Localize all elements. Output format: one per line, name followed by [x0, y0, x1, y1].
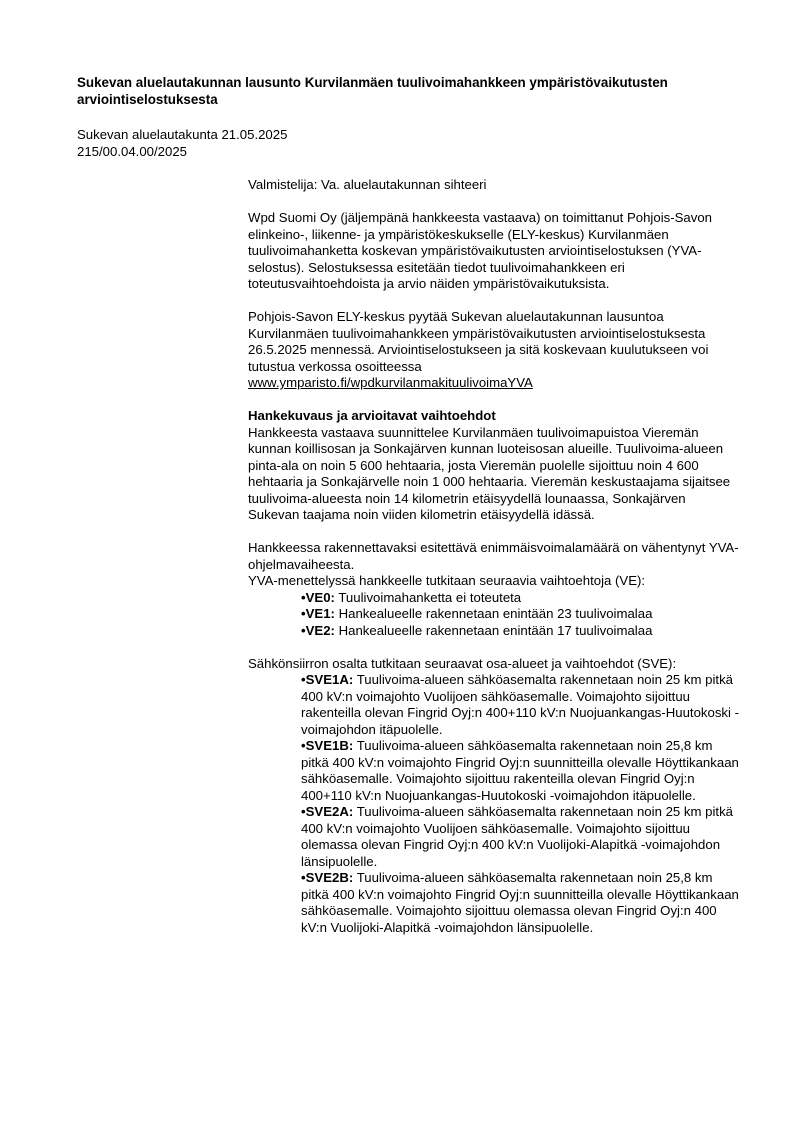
capacity-paragraph: Hankkeessa rakennettavaksi esitettävä enimmäisvoimalamäärä on vähentynyt YVA-ohjelmavaiheesta. [248, 540, 739, 572]
alternative-text: Hankealueelle rakennetaan enintään 23 tuulivoimalaa [334, 606, 653, 621]
transmission-text: Tuulivoima-alueen sähköasemalta rakennetaan noin 25,8 km pitkä 400 kV:n voimajohto Fingrid Oyj:n suunnitteilla olevalle Höyttikankaan sähköasemalle. Voimajohto sijoittuu olemassa olevan Fingrid Oyj:n 400 kV:n Vuolijoki-Alapitkä -voimajohdon länsipuolelle. [301, 870, 739, 935]
transmission-code: •SVE1B: [301, 738, 354, 753]
transmission-list [248, 672, 740, 936]
list-item [301, 804, 740, 870]
case-number: 215/00.04.00/2025 [77, 143, 188, 159]
transmission-code: •SVE2A: [301, 804, 354, 819]
yva-link[interactable]: www.ymparisto.fi/wpdkurvilanmakituulivoimaYVA [248, 375, 533, 390]
alternative-text: Hankealueelle rakennetaan enintään 17 tuulivoimalaa [334, 622, 653, 638]
request-paragraph [248, 309, 740, 392]
alternatives-list [248, 590, 740, 640]
document-title: Sukevan aluelautakunnan lausunto Kurvilanmäen tuulivoimahankkeen ympäristövaikutusten arviointiselostuksesta [77, 75, 668, 107]
transmission-text: Tuulivoima-alueen sähköasemalta rakennetaan noin 25 km pitkä 400 kV:n voimajohto Vuolijoen sähköasemalle. Voimajohto sijoittuu rakenteilla olevan Fingrid Oyj:n 400+110 kV:n Nuojuankangas-Huutokoski -voimajohdon itäpuolelle. [301, 672, 740, 737]
list-item [301, 672, 740, 738]
transmission-text: Tuulivoima-alueen sähköasemalta rakennetaan noin 25 km pitkä 400 kV:n voimajohto Vuolijoen sähköasemalle. Voimajohto sijoittuu olemassa olevan Fingrid Oyj:n 400 kV:n Vuolijoki-Alapitkä -voimajohdon länsipuolelle. [301, 804, 733, 869]
transmission-code: •SVE2B: [301, 870, 354, 885]
alternative-code: •VE2: [301, 622, 335, 638]
transmission-intro: Sähkönsiirron osalta tutkitaan seuraavat osa-alueet ja vaihtoehdot (SVE): [248, 655, 677, 671]
list-item [301, 590, 740, 607]
document-body [248, 177, 740, 936]
list-item [301, 606, 740, 623]
list-item [301, 738, 740, 804]
list-item [301, 623, 740, 640]
preparer: Valmistelija: Va. aluelautakunnan sihteeri [248, 177, 487, 192]
alternatives-intro: YVA-menettelyssä hankkeelle tutkitaan seuraavia vaihtoehtoja (VE): [248, 573, 646, 588]
transmission-text: Tuulivoima-alueen sähköasemalta rakennetaan noin 25,8 km pitkä 400 kV:n voimajohto Fingrid Oyj:n suunnitteilla olevalle Höyttikankaan sähköasemalle. Voimajohto sijoittuu rakenteilla olevan Fingrid Oyj:n 400+110 kV:n Nuojuankangas-Huutokoski -voimajohdon itäpuolelle. [301, 738, 739, 803]
meeting-date: Sukevan aluelautakunta 21.05.2025 [77, 127, 288, 142]
alternative-code: •VE1: [301, 606, 335, 621]
list-item [301, 870, 740, 936]
alternative-text: Tuulivoimahanketta ei toteuteta [334, 589, 522, 605]
section-body: Hankkeesta vastaava suunnittelee Kurvilanmäen tuulivoimapuistoa Vieremän kunnan koillisosan ja Sonkajärven kunnan luoteisosan alueille. Tuulivoima-alueen pinta-ala on noin 5 600 hehtaaria, josta Vieremän puolelle sijoittuu noin 4 600 hehtaaria ja Sonkajärvelle noin 1 000 hehtaaria. Vieremän keskustaajama sijaitsee tuulivoima-alueesta noin 14 kilometrin etäisyydellä lounaassa, Sonkajärven Sukevan taajama noin viiden kilometrin etäisyydellä idässä. [248, 424, 731, 522]
request-text: Pohjois-Savon ELY-keskus pyytää Sukevan aluelautakunnan lausuntoa Kurvilanmäen tuulivoimahankkeen ympäristövaikutusten arviointiselostuksesta 26.5.2025 mennessä. Arviointiselostukseen ja sitä koskevaan kuulutukseen voi tutustua verkossa osoitteessa [248, 309, 709, 374]
intro-paragraph: Wpd Suomi Oy (jäljempänä hankkeesta vastaava) on toimittanut Pohjois-Savon elinkeino-, liikenne- ja ympäristökeskukselle (ELY-keskus) Kurvilanmäen tuulivoimahanketta koskevan ympäristövaikutusten arviointiselostuksen (YVA-selostus). Selostuksessa esitetään tiedot tuulivoimahankkeen eri toteutusvaihtoehdoista ja arvio näiden ympäristövaikutuksista. [248, 210, 712, 291]
transmission-code: •SVE1A: [301, 672, 354, 687]
section-heading: Hankekuvaus ja arvioitavat vaihtoehdot [248, 408, 496, 423]
meeting-info [77, 127, 477, 160]
alternative-code: •VE0: [301, 589, 335, 605]
